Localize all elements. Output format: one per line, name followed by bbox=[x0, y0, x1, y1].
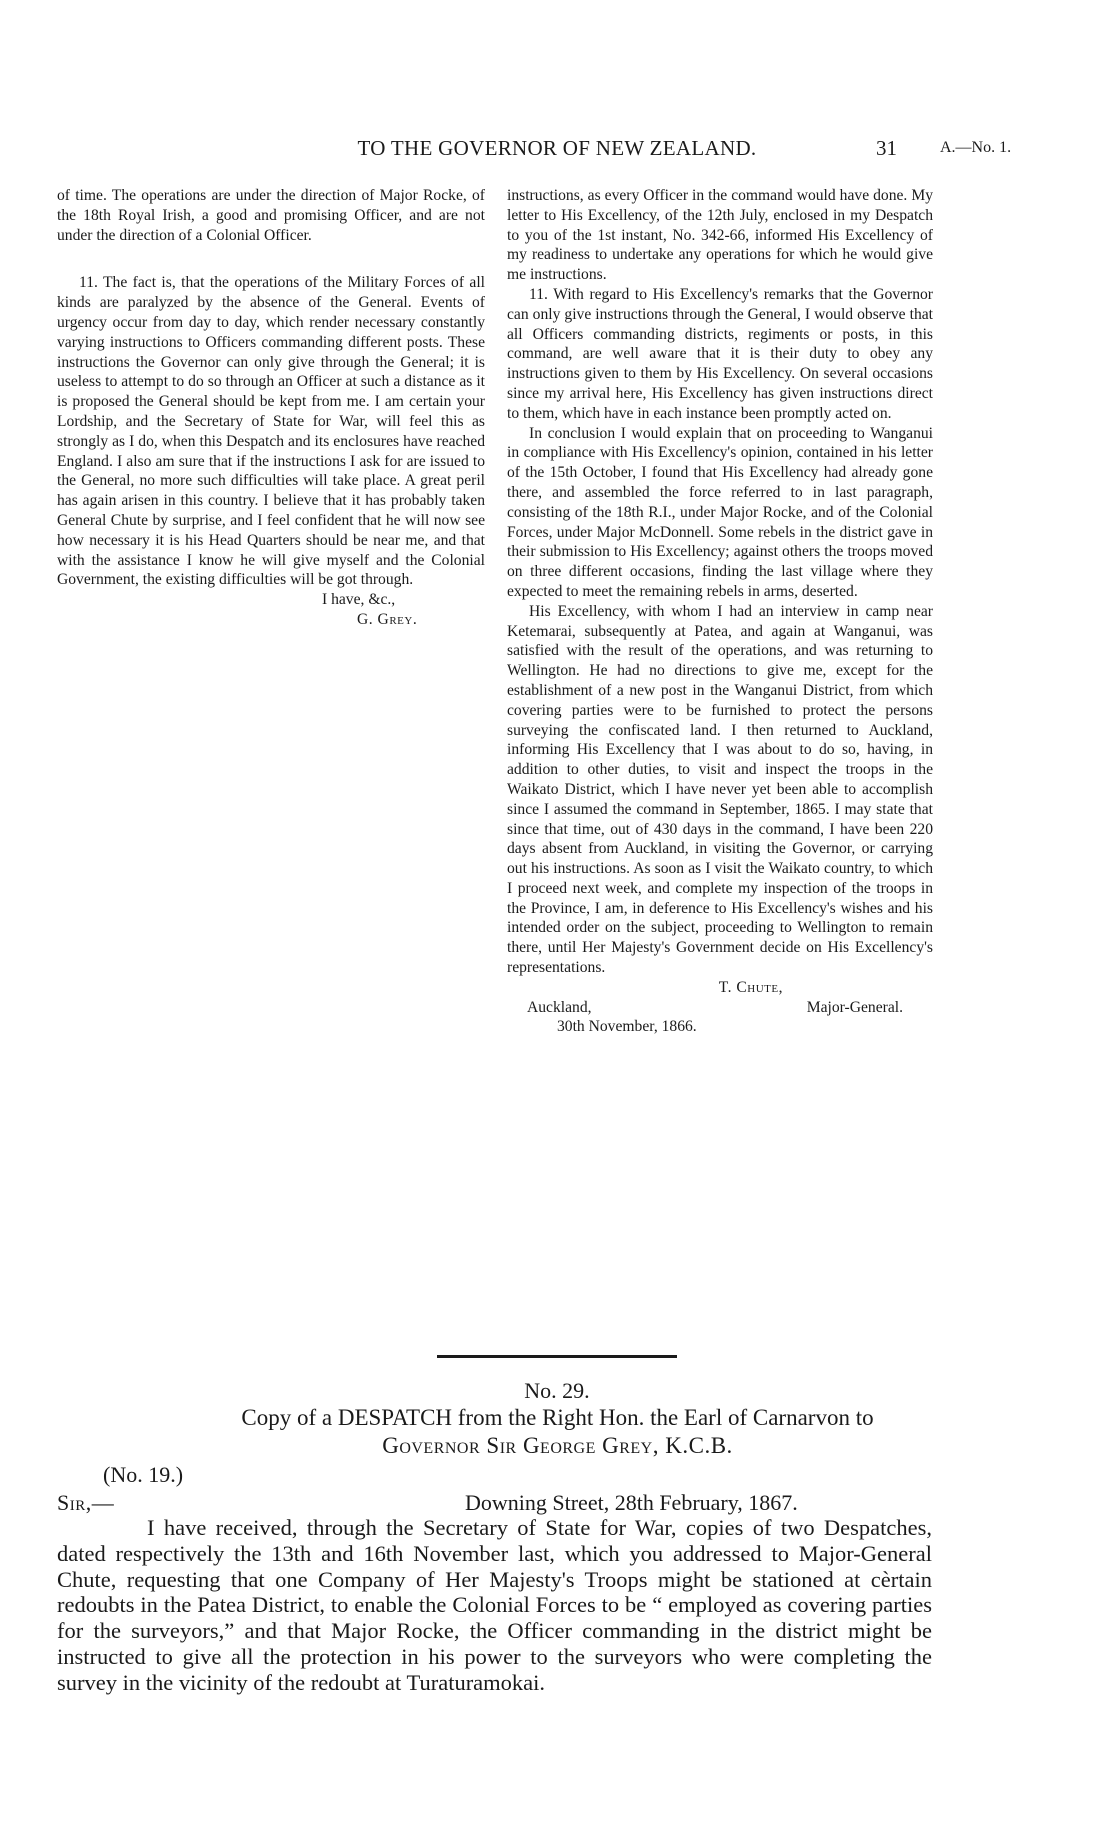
left-closing: I have, &c., bbox=[322, 591, 396, 609]
left-signature: G. Grey. bbox=[357, 610, 418, 628]
right-signature-place: Auckland, bbox=[527, 998, 592, 1016]
despatch-title-line1: Copy of a DESPATCH from the Right Hon. the Earl of Carnarvon to bbox=[241, 1405, 874, 1430]
right-signature-row bbox=[507, 998, 933, 1018]
document-reference: A.—No. 1. bbox=[940, 139, 1012, 156]
section-divider bbox=[437, 1355, 677, 1358]
left-paragraph-11: 11. The fact is, that the operations of the Military Forces of all kinds are paralyzed by the absence of the General. Events of urgency occur from day to day, which render necessary constantly varying instructions to Officers commanding different posts. These instructions the Governor can only give through the General; it is useless to attempt to do so through an Officer at such a distance as it is proposed the General should be kept from me. I am certain your Lordship, and the Secretary of State for War, will feel this as strongly as I do, when this Despatch and its enclosures have reached England. I also am sure that if the instructions I ask for are issued to the General, no more such difficulties will take place. A great peril has again arisen in this country. I believe that it has probably taken General Chute by surprise, and I feel confident that he will now see how necessary it is his Head Quarters should be near me, and that with the assistance I know he will give myself and the Colonial Government, the existing difficulties will be got through. bbox=[57, 274, 485, 589]
despatch-title-line2: Governor Sir George Grey, K.C.B. bbox=[382, 1433, 733, 1458]
right-paragraph-11: 11. With regard to His Excellency's remarks that the Governor can only give instructions through the General, I would observe that all Officers commanding districts, regiments or posts, in this command, are well aware that it is their duty to obey any instructions given to them by His Excellency. On several occasions since my arrival here, His Excellency has given instructions direct to them, which have in each instance been promptly acted on. bbox=[507, 285, 933, 422]
right-paragraph-conclusion: In conclusion I would explain that on proceeding to Wanganui in compliance with His Excellency's opinion, contained in his letter of the 15th October, I found that His Excellency had already gone there, and assembled the force referred to in last paragraph, consisting of the 18th R.I., under Major Rocke, and of the Colonial Forces, under Major McDonnell. Some rebels in the district gave in their submission to His Excellency; against others the troops moved on three different occasions, finding the last village where they expected to meet the remaining rebels in arms, deserted. bbox=[507, 424, 933, 600]
right-paragraph-continuation: instructions, as every Officer in the command would have done. My letter to His Excellency, of the 12th July, enclosed in my Despatch to you of the 1st instant, No. 342-66, informed His Excellency of my readiness to undertake any operations for which he would give me instructions. bbox=[507, 187, 933, 284]
despatch-number: No. 29. bbox=[524, 1378, 590, 1403]
right-signature-name: T. Chute, bbox=[718, 978, 783, 996]
page-header-title: TO THE GOVERNOR OF NEW ZEALAND. bbox=[357, 136, 757, 160]
despatch-reference: (No. 19.) bbox=[103, 1462, 184, 1487]
right-column bbox=[507, 186, 933, 1037]
page-number: 31 bbox=[876, 136, 897, 160]
right-signature-date: 30th November, 1866. bbox=[557, 1018, 697, 1036]
right-paragraph-excellency: His Excellency, with whom I had an interview in camp near Ketemarai, subsequently at Patea, and again at Wanganui, was satisfied with the result of the operations, and was returning to Wellington. He had no directions to give me, except for the establishment of a new post in the Wanganui District, from which covering parties were to be furnished to protect the persons surveying the confiscated land. I then returned to Auckland, informing His Excellency that I was about to do so, having, in addition to other duties, to visit and inspect the troops in the Waikato District, which I have never yet been able to accomplish since I assumed the command in September, 1865. I may state that since that time, out of 430 days in the command, I have been 220 days absent from Auckland, in visiting the Governor, or carrying out his instructions. As soon as I visit the Waikato country, to which I proceed next week, and complete my inspection of the troops in the Province, I am, in deference to His Excellency's wishes and his intended order on the subject, proceeding to Wellington to remain there, until Her Majesty's Government decide on His Excellency's representations. bbox=[507, 602, 933, 977]
despatch-salutation: Sir,— bbox=[57, 1490, 115, 1515]
left-column bbox=[57, 186, 485, 630]
right-signature-rank: Major-General. bbox=[806, 998, 903, 1016]
left-paragraph-continuation: of time. The operations are under the direction of Major Rocke, of the 18th Royal Irish, a good and promising Officer, and are not under the direction of a Colonial Officer. bbox=[57, 187, 485, 244]
despatch-title bbox=[80, 1404, 1035, 1460]
despatch-body: I have received, through the Secretary of State for War, copies of two Despatches, dated respectively the 13th and 16th November last, which you addressed to Major-General Chute, requesting that one Company of Her Majesty's Troops might be stationed at cèrtain redoubts in the Patea District, to enable the Colonial Forces to be “ employed as covering parties for the surveyors,” and that Major Rocke, the Officer commanding in the district might be instructed to give all the protection in his power to the surveyors who were completing the survey in the vicinity of the redoubt at Turaturamokai. bbox=[57, 1515, 932, 1695]
despatch-place-date: Downing Street, 28th February, 1867. bbox=[465, 1490, 798, 1515]
